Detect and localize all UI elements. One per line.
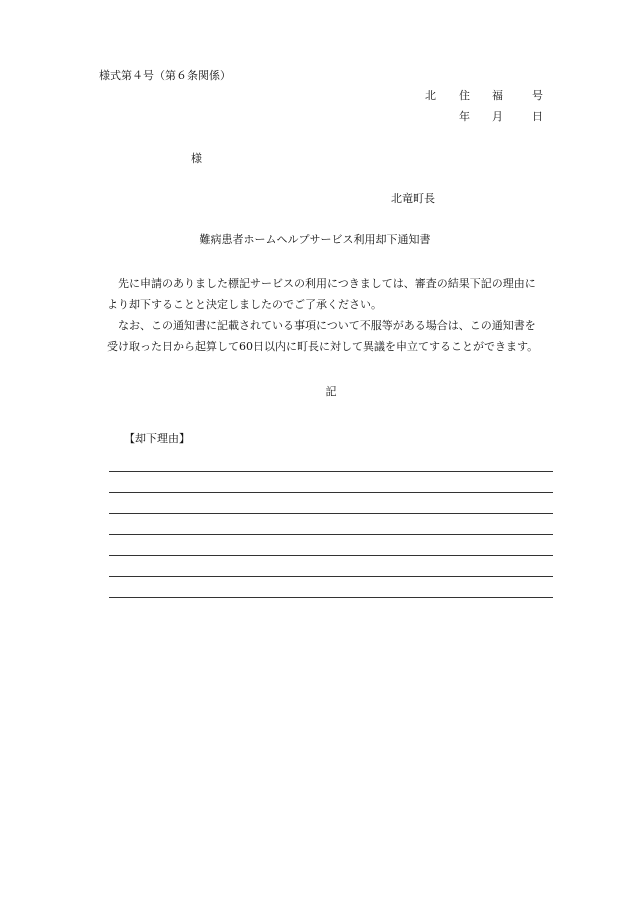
- reference-kita: 北: [425, 89, 436, 102]
- reason-lines: [109, 471, 553, 618]
- sender-name: 北竜町長: [391, 192, 435, 205]
- reference-go: 号: [532, 89, 543, 102]
- reason-line: [109, 576, 553, 577]
- reason-line: [109, 555, 553, 556]
- reference-ju: 住: [459, 89, 470, 102]
- reason-label: 【却下理由】: [124, 432, 190, 445]
- date-day: 日: [532, 110, 543, 123]
- reason-line: [109, 513, 553, 514]
- addressee-suffix: 様: [191, 152, 202, 165]
- date-month: 月: [492, 110, 503, 123]
- reason-line: [109, 471, 553, 472]
- document-title: 難病患者ホームヘルプサービス利用却下通知書: [199, 233, 431, 246]
- date-year: 年: [459, 110, 470, 123]
- body-paragraph-2-line-2: 受け取った日から起算して60日以内に町長に対して異議を申立てすることができます。: [107, 340, 539, 353]
- reference-fuku: 福: [492, 89, 503, 102]
- ki-heading: 記: [325, 385, 337, 398]
- body-paragraph-1-line-2: より却下することと決定しましたのでご了承ください。: [107, 298, 382, 311]
- body-paragraph-1-line-1: 先に申請のありました標記サービスの利用につきましては、審査の結果下記の理由に: [118, 277, 536, 290]
- form-number: 様式第４号（第６条関係）: [99, 69, 231, 82]
- body-paragraph-2-line-1: なお、この通知書に記載されている事項について不服等がある場合は、この通知書を: [118, 319, 536, 332]
- reason-line: [109, 597, 553, 598]
- reason-line: [109, 534, 553, 535]
- reason-line: [109, 492, 553, 493]
